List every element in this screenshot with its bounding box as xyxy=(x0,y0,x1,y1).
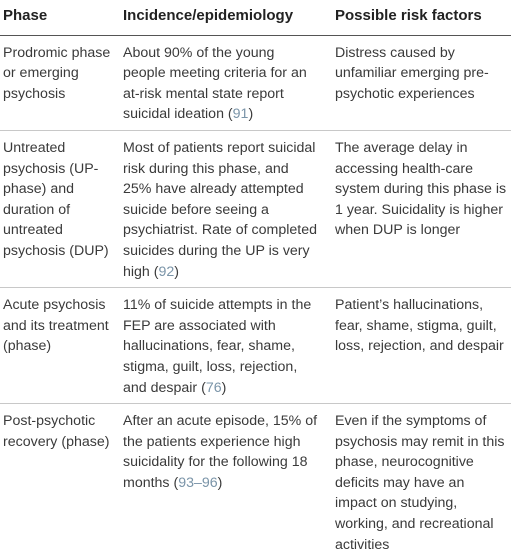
citation-paren-open: ( xyxy=(153,263,159,280)
cell-phase: Prodromic phase or emerging psychosis xyxy=(0,35,119,130)
citation-link[interactable]: 76 xyxy=(205,379,222,396)
table-row xyxy=(0,35,511,130)
cell-risk-factors: Distress caused by unfamiliar emerging pre-psychotic experiences xyxy=(325,35,511,130)
citation-link[interactable]: 93–96 xyxy=(178,474,218,491)
citation-paren-close: ) xyxy=(248,106,254,123)
incidence-text: About 90% of the young people meeting criteria for an at-risk mental state report suicidal ideation xyxy=(123,44,307,123)
citation-link[interactable]: 91 xyxy=(232,106,249,123)
table-row xyxy=(0,288,511,404)
header-phase: Phase xyxy=(0,0,119,35)
citation-link[interactable]: 92 xyxy=(158,263,175,280)
citation-paren-open: ( xyxy=(201,379,206,396)
cell-risk-factors: The average delay in accessing health-care system during this phase is 1 year. Suicidality is higher when DUP is longer xyxy=(325,130,511,287)
citation-paren-close: ) xyxy=(174,263,180,280)
cell-incidence xyxy=(119,35,325,130)
citation-paren-close: ) xyxy=(217,474,223,491)
cell-incidence xyxy=(119,288,325,404)
table-row xyxy=(0,404,511,560)
cell-phase: Post-psychotic recovery (phase) xyxy=(3,413,110,450)
cell-phase: Untreated psychosis (UP-phase) and duration of untreated psychosis (DUP) xyxy=(0,130,119,287)
table-row xyxy=(0,130,511,287)
table-header-row xyxy=(0,0,511,35)
header-risk-factors: Possible risk factors xyxy=(325,0,511,35)
incidence-text: Most of patients report suicidal risk during this phase, and 25% have already attempted suicide before seeing a psychiatrist. Rate of completed suicides during the UP is very high xyxy=(123,139,317,280)
citation-paren-close: ) xyxy=(221,379,227,396)
cell-risk-factors: Even if the symptoms of psychosis may remit in this phase, neurocognitive deficits may have an impact on studying, working, and recreational activities xyxy=(335,413,505,553)
cell-risk-factors: Patient’s hallucinations, fear, shame, stigma, guilt, loss, rejection, and despair xyxy=(325,288,511,404)
header-incidence: Incidence/epidemiology xyxy=(119,0,325,35)
cell-phase: Acute psychosis and its treatment (phase) xyxy=(0,288,119,404)
citation-paren-open: ( xyxy=(173,474,179,491)
citation-paren-open: ( xyxy=(227,106,233,123)
incidence-text: 11% of suicide attempts in the FEP are associated with hallucinations, fear, shame, stigma, guilt, loss, rejection, and despair xyxy=(123,297,312,396)
cell-incidence xyxy=(119,130,325,287)
incidence-text: After an acute episode, 15% of the patients experience high suicidality for the following 18 months xyxy=(123,413,318,491)
cell-incidence xyxy=(119,404,325,560)
